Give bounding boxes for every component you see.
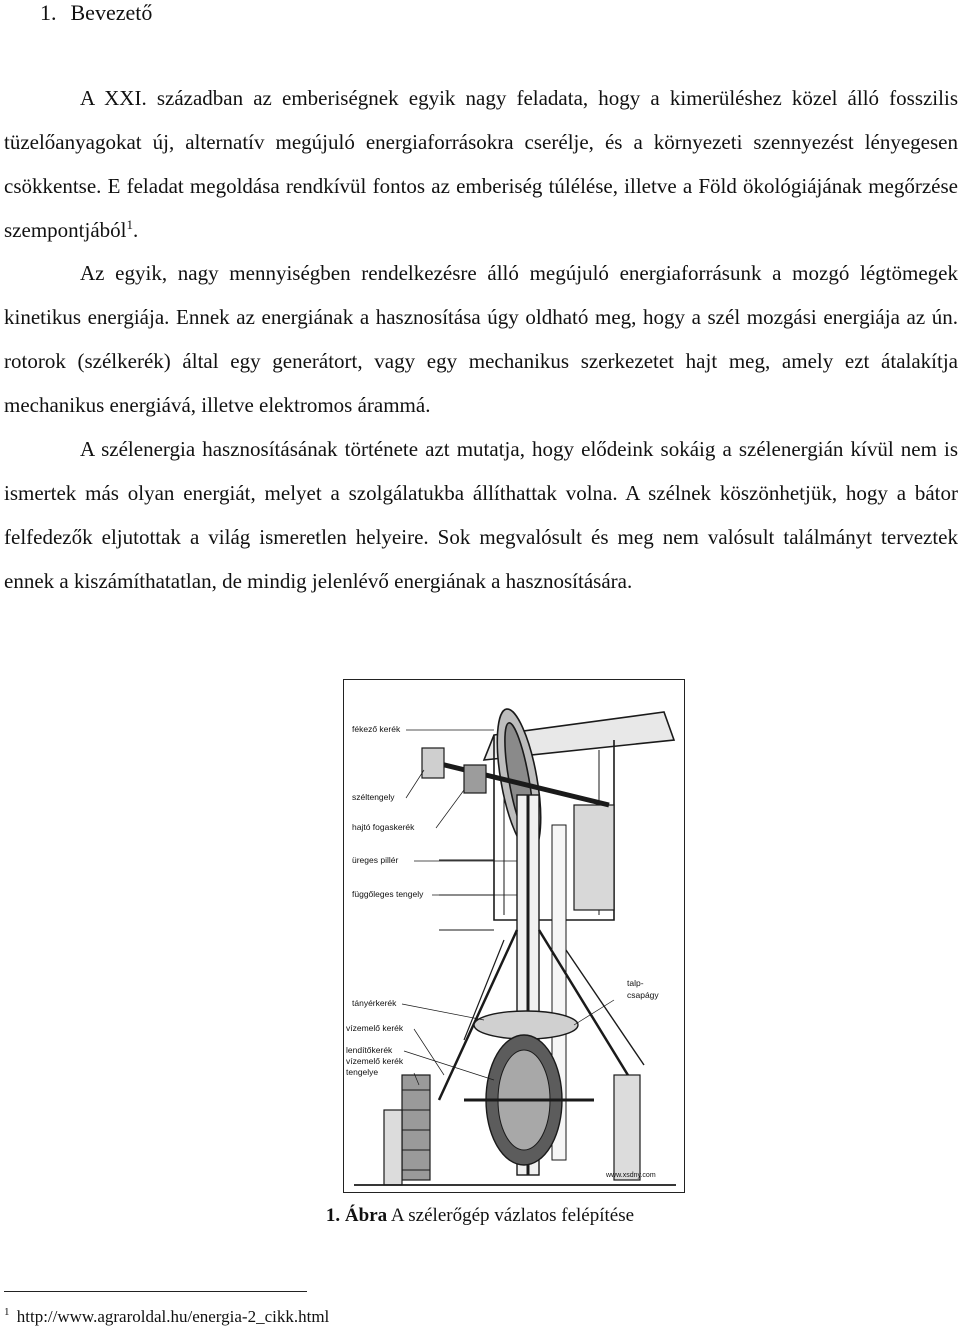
label-hollow-pillar: üreges pillér — [352, 855, 399, 865]
figure-caption — [0, 1204, 960, 1228]
label-flywheel: lendítőkerék — [346, 1045, 393, 1055]
label-water-wheel-axle-line2: tengelye — [346, 1067, 379, 1077]
paragraph-intro-text: A XXI. században az emberiségnek egyik nagy feladata, hogy a kimerüléshez közel álló fosszilis tüzelőanyagokat új, alternatív megújuló energiaforrásokra cserélje, és a környezeti szennyezést lényegesen csökkentse. E feladat megoldása rendkívül fontos az emberiség túlélése, illetve a Föld ökológiájának megőrzése szempontjából — [4, 86, 958, 242]
label-brake-wheel: fékező kerék — [352, 724, 401, 734]
windmill-figure — [343, 679, 685, 1193]
paragraph-kinetic-energy: Az egyik, nagy mennyiségben rendelkezésre álló megújuló energiaforrásunk a mozgó légtömegek kinetikus energiája. Ennek az energiának a hasznosítása úgy oldható meg, hogy a szél mozgási energiája az ún. rotorok (szélkerék) által egy generátort, vagy egy mechanikus szerkezetet hajt meg, amely ezt átalakítja mechanikus energiává, illetve elektromos árammá. — [4, 261, 958, 417]
label-foot-bearing-line2: csapágy — [627, 990, 659, 1000]
label-vertical-shaft: függőleges tengely — [352, 889, 424, 899]
section-heading — [40, 0, 152, 26]
windmill-drawing — [344, 680, 685, 1193]
paragraph-intro — [4, 76, 958, 252]
paragraph-history: A szélenergia hasznosításának története azt mutatja, hogy elődeink sokáig a szélenergián kívül nem is ismertek más olyan energiát, melyet a szolgálatukba állíthattak volna. A szélnek köszönhetjük, hogy a bátor felfedezők eljutottak a világ ismeretlen helyeire. Sok megvalósult és meg nem valósult találmányt terveztek ennek a kiszámíthatatlan, de mindig jelenlévő energiának a hasznosítására. — [4, 437, 958, 593]
label-water-wheel: vízemelő kerék — [346, 1023, 404, 1033]
footnote-reference[interactable]: 1 — [126, 217, 133, 232]
water-wheel-shape — [402, 1075, 430, 1180]
footnote-link[interactable]: http://www.agraroldal.hu/energia-2_cikk.html — [12, 1307, 330, 1326]
paragraph-intro-end: . — [132, 218, 139, 242]
figure-caption-number: 1. Ábra — [325, 1205, 388, 1226]
footnote-marker: 1 — [4, 1306, 10, 1319]
label-crown-wheel: tányérkerék — [352, 998, 397, 1008]
label-water-wheel-axle-line1: vízemelő kerék — [346, 1056, 404, 1066]
section-title: Bevezető — [70, 0, 153, 25]
section-number: 1. — [40, 0, 57, 25]
label-driving-gear: hajtó fogaskerék — [352, 822, 415, 832]
label-foot-bearing-line1: talp- — [627, 978, 644, 988]
label-wind-shaft: széltengely — [352, 792, 395, 802]
figure-caption-text: A szélerőgép vázlatos felépítése — [387, 1205, 635, 1226]
footnote-divider — [4, 1291, 307, 1292]
figure-watermark: www.xsdny.com — [606, 1172, 656, 1179]
footnote — [4, 1306, 329, 1328]
